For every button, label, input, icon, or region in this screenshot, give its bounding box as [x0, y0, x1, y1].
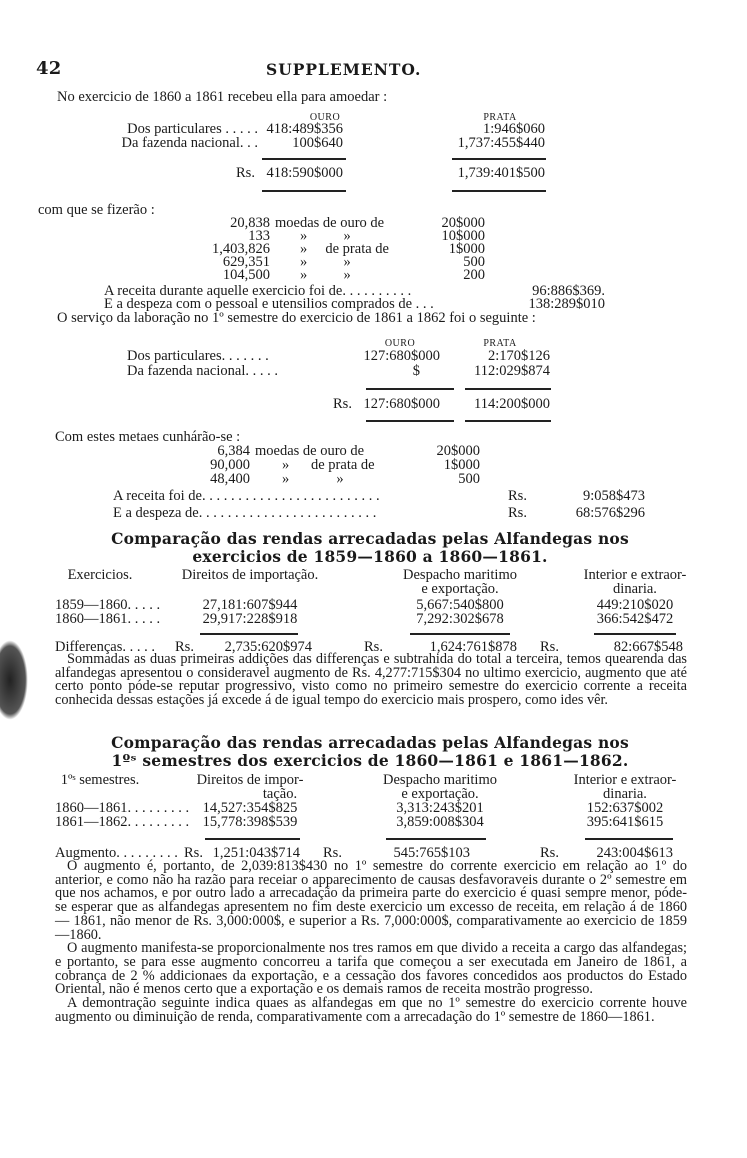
currency-label: Rs.	[540, 845, 559, 861]
row-label: 1859—1860. . . . .	[55, 597, 161, 613]
paragraph-text: O augmento é, portanto, de 2,039:813$430 no 1º semestre do corrente exercicio em relação ao 1º do anterior, e como não ha razão para receiar o apparecimento de causas desfavoraveis durante o 2º semestre em que nos achamos, e por outro lado a arrecadação da primeira parte do exercicio é quasi sempre menor, póde-se esperar que as alfandegas apresentem no fim deste exercicio um excesso de receita, em relação á de 1860 — 1861, não menor de Rs. 3,000:000$, e superior a Rs. 7,000:000$, comparativamente ao exercicio de 1859—1860.	[55, 858, 687, 943]
column-header: dinaria.	[613, 581, 657, 597]
sum-rule	[594, 633, 676, 635]
cell: 1,251:043$714	[212, 845, 300, 861]
cell: 82:667$548	[613, 639, 683, 655]
row-label: 1860—1861. . . . . . . . .	[55, 800, 190, 816]
despeza-value: 138:289$010	[528, 296, 605, 312]
receita-value: 9:058$473	[582, 488, 645, 504]
paragraph-text: Sommadas as duas primeiras addições das differenças e subtrahida do total a terceira, temos quearenda das alfandegas apresentou o consideravel augmento de Rs. 4,277:715$304 no ultimo exercicio, augmento que até certo ponto póde-se reputar progressivo, visto como no primeiro semestre do exercicio corrente a receita conhecida dessas estações já excede á de igual tempo do exercicio mais prospero, como ides vêr.	[55, 651, 687, 709]
row-label: Da fazenda nacional. . .	[121, 135, 258, 151]
cell: 27,181:607$944	[202, 597, 298, 613]
cell: 14,527:354$825	[202, 800, 298, 816]
cell: 366:542$472	[596, 611, 674, 627]
sum-rule	[262, 158, 346, 160]
cell: 1,624:761$878	[429, 639, 517, 655]
coin-desc: » »	[300, 267, 351, 283]
cell: 395:641$615	[586, 814, 664, 830]
row-label: 1861—1862. . . . . . . . .	[55, 814, 190, 830]
total-ouro: 418:590$000	[266, 165, 343, 181]
column-header: dinaria.	[603, 786, 647, 802]
despeza-label: E a despeza de. . . . . . . . . . . . . . . . . . . . . . . . .	[113, 505, 377, 521]
running-title: SUPPLEMENTO.	[266, 60, 422, 79]
sum-rule	[452, 190, 546, 192]
section-heading: Comparação das rendas arrecadadas pelas Alfandegas nos	[111, 733, 629, 752]
cell: 7,292:302$678	[416, 611, 504, 627]
row-label: Dos particulares. . . . . . .	[127, 348, 269, 364]
cell: 3,313:243$201	[396, 800, 484, 816]
cell: 545:765$103	[393, 845, 470, 861]
receita-label: A receita foi de. . . . . . . . . . . . . . . . . . . . . . . . .	[113, 488, 380, 504]
total-label: Rs.	[236, 165, 255, 181]
row-value-ouro: $	[412, 363, 420, 379]
column-header: Exercicios.	[67, 567, 133, 583]
coin-count: 629,351	[222, 254, 270, 270]
row-label: 1860—1861. . . . .	[55, 611, 161, 627]
row-label: Da fazenda nacional. . . . .	[127, 363, 278, 379]
coin-count: 90,000	[210, 457, 250, 473]
coins-intro: Com estes metaes cunhárão-se :	[55, 429, 241, 445]
currency-label: Rs.	[364, 639, 383, 655]
coin-count: 6,384	[217, 443, 250, 459]
coin-count: 133	[248, 228, 270, 244]
section-heading: Comparação das rendas arrecadadas pelas Alfandegas nos	[111, 529, 629, 548]
cell: 5,667:540$800	[416, 597, 504, 613]
coin-desc: » de prata de	[300, 241, 389, 257]
total-prata: 114:200$000	[474, 396, 550, 412]
cell: 3,859:008$304	[396, 814, 484, 830]
column-header: Interior e extraor-	[583, 567, 687, 583]
section-heading: 1ºˢ semestres dos exercicios de 1860—1861 e 1861—1862.	[111, 751, 629, 770]
total-ouro: 127:680$000	[363, 396, 440, 412]
coin-value: 200	[463, 267, 485, 283]
coin-desc: moedas de ouro de	[255, 443, 365, 459]
intro-text: No exercicio de 1860 a 1861 recebeu ella para amoedar :	[57, 89, 388, 105]
cell: 152:637$002	[586, 800, 664, 816]
ink-blot	[0, 640, 28, 720]
despeza-label: E a despeza com o pessoal e utensilios comprados de . . .	[104, 296, 434, 312]
row-label: Dos particulares . . . . .	[127, 121, 258, 137]
coin-count: 1,403,826	[212, 241, 270, 257]
sum-rule	[410, 633, 510, 635]
column-header: tação.	[262, 786, 298, 802]
coin-value: 10$000	[441, 228, 485, 244]
column-header: e exportação.	[401, 786, 479, 802]
sum-rule	[585, 838, 673, 840]
total-prata: 1,739:401$500	[457, 165, 545, 181]
column-header-prata: PRATA	[483, 338, 517, 349]
row-value-prata: 2:170$126	[487, 348, 550, 364]
sum-rule	[366, 388, 454, 390]
paragraph	[55, 653, 687, 708]
sum-rule	[452, 158, 546, 160]
cell: 243:004$613	[596, 845, 673, 861]
sum-rule	[262, 190, 346, 192]
coin-count: 20,838	[230, 215, 270, 231]
coin-value: 20$000	[436, 443, 480, 459]
coin-desc: moedas de ouro de	[275, 215, 385, 231]
coin-value: 1$000	[443, 457, 480, 473]
row-value-prata: 1,737:455$440	[457, 135, 545, 151]
despeza-value: 68:576$296	[575, 505, 645, 521]
receita-value: 96:886$369.	[532, 283, 605, 299]
column-header-prata: PRATA	[483, 112, 517, 123]
paragraph-text: O augmento manifesta-se proporcionalmente nos tres ramos em que divido a receita a cargo das alfandegas; e portanto, se para esse augmento concorreu a tarifa que começou a ser executada em Janeiro de 1861, a cobrança de 2 % addicionaes da exportação, e a cessação dos favores concedidos aos productos do Estado Oriental, não é menos certo que a exportação e os demais ramos de receita mostrão progresso.	[55, 940, 687, 998]
coin-value: 20$000	[441, 215, 485, 231]
currency-label: Rs.	[175, 639, 194, 655]
cell: 15,778:398$539	[202, 814, 298, 830]
coin-value: 1$000	[448, 241, 485, 257]
column-header-ouro: OURO	[384, 338, 416, 349]
sum-rule	[205, 838, 300, 840]
cell: 2,735:620$974	[224, 639, 312, 655]
sum-rule	[465, 388, 551, 390]
row-value-ouro: 418:489$356	[266, 121, 343, 137]
total-label: Rs.	[333, 396, 352, 412]
coins-intro: com que se fizerão :	[38, 202, 155, 218]
currency-label: Rs.	[508, 488, 527, 504]
coin-desc: » de prata de	[282, 457, 375, 473]
column-header: Despacho maritimo	[403, 567, 517, 583]
row-value-ouro: 127:680$000	[363, 348, 440, 364]
cell: 449:210$020	[596, 597, 674, 613]
coin-desc: » »	[300, 254, 351, 270]
intro-text: O serviço da laboração no 1º semestre do exercicio de 1861 a 1862 foi o seguinte :	[57, 310, 536, 326]
currency-label: Rs.	[184, 845, 203, 861]
row-value-prata: 1:946$060	[482, 121, 545, 137]
column-header: e exportação.	[421, 581, 499, 597]
column-header: Interior e extraor-	[573, 772, 677, 788]
sum-rule	[465, 420, 551, 422]
paragraph-text: A demontração seguinte indica quaes as alfandegas em que no 1º semestre do exercicio corrente houve augmento ou diminuição de renda, comparativamente com a arrecadação do 1º semestre de 1860—1861.	[55, 995, 687, 1025]
sum-rule	[386, 838, 486, 840]
row-label: Augmento. . . . . . . . .	[55, 845, 178, 861]
coin-count: 104,500	[222, 267, 270, 283]
currency-label: Rs.	[323, 845, 342, 861]
coin-desc: » »	[300, 228, 351, 244]
row-value-ouro: 100$640	[292, 135, 343, 151]
coin-value: 500	[458, 471, 480, 487]
row-value-prata: 112:029$874	[474, 363, 550, 379]
currency-label: Rs.	[508, 505, 527, 521]
column-header: 1ºˢ semestres.	[60, 772, 140, 788]
sum-rule	[366, 420, 454, 422]
column-header: Despacho maritimo	[383, 772, 497, 788]
paragraph-group	[55, 860, 687, 1024]
column-header: Direitos de importação.	[181, 567, 319, 583]
page-number: 42	[36, 58, 62, 79]
currency-label: Rs.	[540, 639, 559, 655]
column-header: Direitos de impor-	[196, 772, 304, 788]
coin-desc: » »	[282, 471, 344, 487]
section-heading: exercicios de 1859—1860 a 1860—1861.	[192, 547, 548, 566]
receita-label: A receita durante aquelle exercicio foi de. . . . . . . . . .	[104, 283, 412, 299]
column-header-ouro: OURO	[309, 112, 341, 123]
row-label: Differenças. . . . .	[55, 639, 155, 655]
cell: 29,917:228$918	[202, 611, 298, 627]
coin-value: 500	[463, 254, 485, 270]
coin-count: 48,400	[210, 471, 250, 487]
sum-rule	[200, 633, 298, 635]
